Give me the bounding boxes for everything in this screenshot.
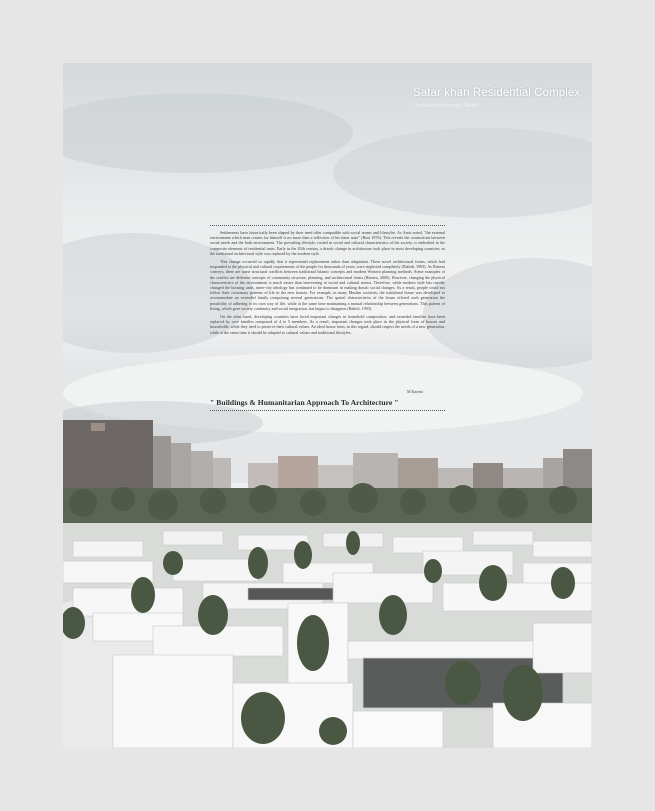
essay-paragraph: On the other hand, developing countries have faced important changes in household composition, and extended families have been replaced by core families composed of 4 to 5 members. As a result, important changes took place in the physical form of houses and households, while they tried to preserve their cultural values. An ideal house form, in this regard, should respect the needs of a new generation, while at the same time it should be adapted to cultural values and traditional lifestyles. (210, 314, 445, 335)
essay-text (210, 230, 445, 338)
essay-paragraph: Settlements have historically been shaped by their need offer compatible with social norms and lifestyles. As Amir noted, "the external environment which man creates for himself is no more than a reflection of his inner state" (Rust 1976). This reveals the connections between social needs and the built environment. The prevailing lifestyle, rooted in social and cultural characteristics of the society, is embodied in the composite elements of residential units. Early in the 20th century, a drastic change in architecture took place in most developing countries, as the traditional architectural style was replaced by the modern style. (210, 230, 445, 256)
tree-canopy (63, 483, 592, 528)
essay-paragraph: This change occurred so rapidly that it represented replacement rather than adaptation. These novel architectural forms, which had responded to the physical and cultural requirements of the people for thousands of years, were neglected completely (Bahidi, 1993). As Rimera conveys, there are some structural conflicts between traditional Islamic concepts and modern Western planning methods. Some examples of the conflict are different concepts of community structure, planning, and architectural forms (Rimera, 2000). However, changing the physical characteristics of the environment is much easier than intervening in social and cultural norms. Therefore, while modern style has rapidly changed the housing units, inner-city ideology has continued to be dominant in making drastic social changes. As a result, people could not follow their customary patterns of life in the new houses. For example, in many Muslim societies, the traditional house was developed to accommodate an extended family comprising several generations. The spatial characteristics of the house offered each generation the possibility of adhering to its own way of life, while at the same time maintaining a mutual relationship between generations. This pattern of living, which gave society continuity and social integration, has begun to disappear (Bahidi, 1993). (210, 259, 445, 311)
poster-quote: " Buildings & Humanitarian Approach To Architecture " (210, 398, 399, 407)
author-signature: M.Karimi (407, 389, 423, 394)
dotted-divider-bottom (210, 410, 445, 411)
poster (63, 63, 592, 748)
dotted-divider-top (210, 225, 445, 226)
poster-subtitle: Architecture concept (Tabriz) (415, 103, 479, 109)
poster-title: Satar khan Residential Complex, (413, 87, 584, 99)
